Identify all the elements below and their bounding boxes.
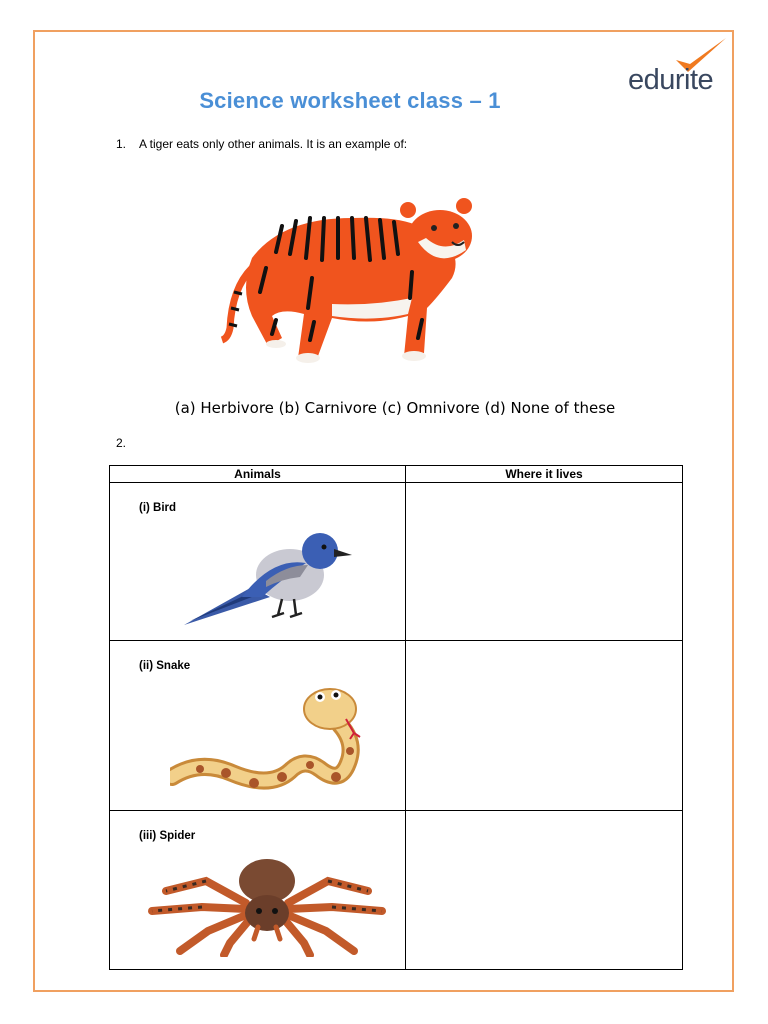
animal-cell-bird — [110, 483, 406, 641]
answer-cell[interactable] — [406, 483, 683, 641]
question-1-text: A tiger eats only other animals. It is an example of: — [139, 137, 408, 151]
table-row — [110, 641, 683, 811]
answer-cell[interactable] — [406, 811, 683, 970]
snake-illustration — [170, 685, 366, 797]
row-label: (ii) Snake — [139, 660, 191, 672]
table-row — [110, 483, 683, 641]
header-where-it-lives: Where it lives — [406, 466, 683, 483]
page-title: Science worksheet class – 1 — [199, 88, 501, 113]
tiger-illustration — [212, 188, 492, 368]
row-label: (i) Bird — [139, 502, 177, 514]
table-row — [110, 811, 683, 970]
animal-cell-snake — [110, 641, 406, 811]
animals-table — [109, 465, 683, 970]
answer-cell[interactable] — [406, 641, 683, 811]
header-animals: Animals — [110, 466, 406, 483]
question-1-number: 1. — [116, 137, 127, 151]
animal-cell-spider — [110, 811, 406, 970]
question-2-number: 2. — [116, 436, 127, 450]
edurite-logo — [628, 36, 732, 96]
answer-options: (a) Herbivore (b) Carnivore (c) Omnivore (d) None of these — [174, 399, 616, 417]
question-1 — [116, 137, 407, 151]
row-label: (iii) Spider — [139, 830, 196, 842]
bird-illustration — [182, 521, 354, 629]
logo-text: edurite — [628, 64, 714, 96]
table-header-row — [110, 466, 683, 483]
spider-illustration — [146, 847, 388, 957]
